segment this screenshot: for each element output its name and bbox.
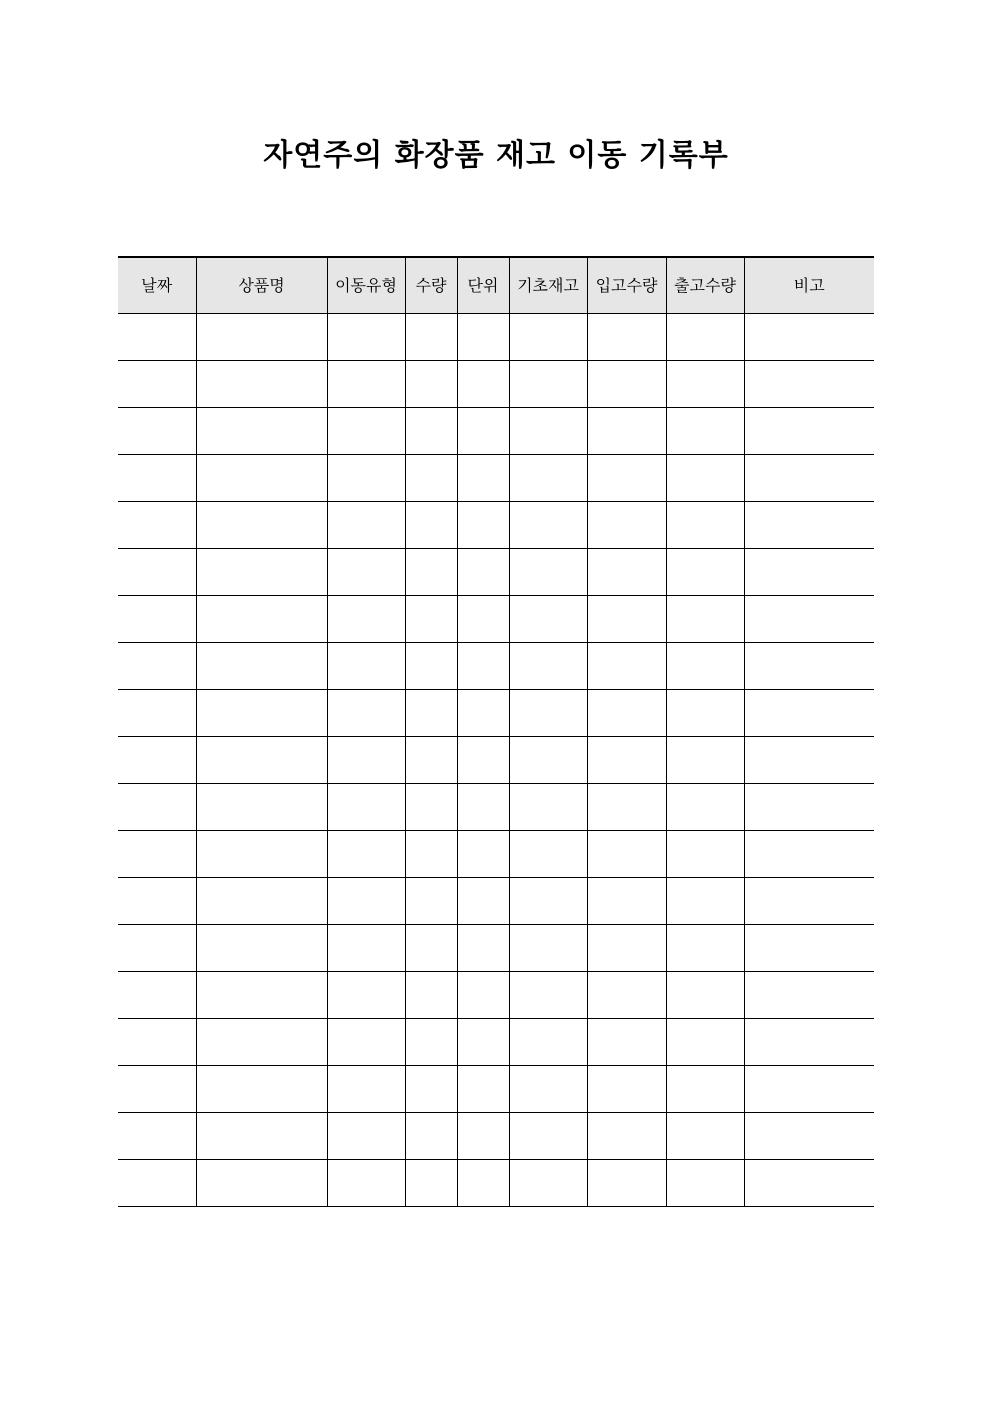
cell-unit[interactable] [457,878,509,925]
cell-quantity[interactable] [405,690,457,737]
cell-outbound-quantity[interactable] [666,314,744,361]
column-header-remarks: 비고 [744,257,874,314]
cell-date[interactable] [118,408,196,455]
cell-inbound-quantity[interactable] [587,690,666,737]
cell-product-name[interactable] [196,925,327,972]
cell-outbound-quantity[interactable] [666,455,744,502]
cell-movement-type[interactable] [327,972,405,1019]
cell-opening-stock[interactable] [509,972,587,1019]
cell-unit[interactable] [457,596,509,643]
cell-product-name[interactable] [196,1019,327,1066]
cell-movement-type[interactable] [327,596,405,643]
cell-quantity[interactable] [405,1160,457,1207]
cell-outbound-quantity[interactable] [666,737,744,784]
cell-quantity[interactable] [405,1019,457,1066]
table-row [118,361,874,408]
table-row [118,925,874,972]
cell-unit[interactable] [457,1113,509,1160]
cell-unit[interactable] [457,690,509,737]
cell-remarks[interactable] [744,925,874,972]
cell-date[interactable] [118,1160,196,1207]
cell-movement-type[interactable] [327,455,405,502]
cell-remarks[interactable] [744,690,874,737]
cell-product-name[interactable] [196,361,327,408]
cell-outbound-quantity[interactable] [666,408,744,455]
cell-quantity[interactable] [405,878,457,925]
cell-remarks[interactable] [744,1113,874,1160]
cell-remarks[interactable] [744,784,874,831]
cell-outbound-quantity[interactable] [666,878,744,925]
cell-remarks[interactable] [744,549,874,596]
cell-unit[interactable] [457,1066,509,1113]
cell-outbound-quantity[interactable] [666,549,744,596]
column-header-outbound-quantity: 출고수량 [666,257,744,314]
table-row [118,408,874,455]
cell-outbound-quantity[interactable] [666,502,744,549]
cell-remarks[interactable] [744,596,874,643]
cell-date[interactable] [118,784,196,831]
cell-product-name[interactable] [196,1113,327,1160]
cell-product-name[interactable] [196,596,327,643]
cell-unit[interactable] [457,972,509,1019]
cell-outbound-quantity[interactable] [666,1019,744,1066]
cell-quantity[interactable] [405,643,457,690]
cell-unit[interactable] [457,643,509,690]
cell-movement-type[interactable] [327,831,405,878]
cell-movement-type[interactable] [327,925,405,972]
cell-quantity[interactable] [405,737,457,784]
cell-outbound-quantity[interactable] [666,1113,744,1160]
cell-inbound-quantity[interactable] [587,1113,666,1160]
cell-unit[interactable] [457,831,509,878]
cell-inbound-quantity[interactable] [587,784,666,831]
table-row [118,784,874,831]
column-header-movement-type: 이동유형 [327,257,405,314]
cell-inbound-quantity[interactable] [587,361,666,408]
column-header-date: 날짜 [118,257,196,314]
cell-quantity[interactable] [405,1066,457,1113]
cell-remarks[interactable] [744,1066,874,1113]
cell-opening-stock[interactable] [509,878,587,925]
cell-opening-stock[interactable] [509,502,587,549]
cell-outbound-quantity[interactable] [666,784,744,831]
cell-product-name[interactable] [196,455,327,502]
cell-date[interactable] [118,690,196,737]
cell-inbound-quantity[interactable] [587,925,666,972]
cell-movement-type[interactable] [327,1019,405,1066]
table-body [118,314,874,1207]
cell-quantity[interactable] [405,831,457,878]
cell-remarks[interactable] [744,314,874,361]
cell-movement-type[interactable] [327,643,405,690]
cell-movement-type[interactable] [327,314,405,361]
cell-opening-stock[interactable] [509,925,587,972]
cell-product-name[interactable] [196,737,327,784]
cell-unit[interactable] [457,784,509,831]
cell-remarks[interactable] [744,643,874,690]
cell-remarks[interactable] [744,737,874,784]
cell-opening-stock[interactable] [509,643,587,690]
cell-movement-type[interactable] [327,878,405,925]
cell-opening-stock[interactable] [509,596,587,643]
cell-product-name[interactable] [196,408,327,455]
cell-product-name[interactable] [196,314,327,361]
table-row [118,502,874,549]
cell-quantity[interactable] [405,314,457,361]
table-header-row [118,257,874,314]
cell-date[interactable] [118,1019,196,1066]
cell-inbound-quantity[interactable] [587,1160,666,1207]
cell-remarks[interactable] [744,878,874,925]
cell-date[interactable] [118,643,196,690]
cell-product-name[interactable] [196,549,327,596]
cell-outbound-quantity[interactable] [666,972,744,1019]
cell-outbound-quantity[interactable] [666,1066,744,1113]
cell-date[interactable] [118,361,196,408]
cell-outbound-quantity[interactable] [666,690,744,737]
cell-remarks[interactable] [744,1160,874,1207]
cell-outbound-quantity[interactable] [666,643,744,690]
cell-date[interactable] [118,596,196,643]
column-header-opening-stock: 기초재고 [509,257,587,314]
cell-inbound-quantity[interactable] [587,831,666,878]
cell-quantity[interactable] [405,596,457,643]
cell-date[interactable] [118,925,196,972]
cell-opening-stock[interactable] [509,784,587,831]
cell-product-name[interactable] [196,690,327,737]
cell-remarks[interactable] [744,361,874,408]
document-title: 자연주의 화장품 재고 이동 기록부 [263,138,729,173]
cell-unit[interactable] [457,408,509,455]
cell-quantity[interactable] [405,784,457,831]
cell-unit[interactable] [457,455,509,502]
cell-opening-stock[interactable] [509,737,587,784]
cell-date[interactable] [118,831,196,878]
cell-remarks[interactable] [744,1019,874,1066]
cell-unit[interactable] [457,361,509,408]
cell-quantity[interactable] [405,1113,457,1160]
cell-product-name[interactable] [196,831,327,878]
table-row [118,972,874,1019]
cell-product-name[interactable] [196,784,327,831]
cell-remarks[interactable] [744,408,874,455]
cell-movement-type[interactable] [327,1160,405,1207]
table-row [118,643,874,690]
cell-date[interactable] [118,878,196,925]
cell-inbound-quantity[interactable] [587,643,666,690]
table-row [118,549,874,596]
cell-outbound-quantity[interactable] [666,361,744,408]
cell-unit[interactable] [457,1019,509,1066]
table-row [118,314,874,361]
cell-remarks[interactable] [744,831,874,878]
cell-opening-stock[interactable] [509,1113,587,1160]
cell-outbound-quantity[interactable] [666,925,744,972]
cell-inbound-quantity[interactable] [587,596,666,643]
cell-movement-type[interactable] [327,502,405,549]
cell-movement-type[interactable] [327,690,405,737]
cell-quantity[interactable] [405,455,457,502]
cell-movement-type[interactable] [327,784,405,831]
cell-movement-type[interactable] [327,1113,405,1160]
cell-outbound-quantity[interactable] [666,596,744,643]
cell-unit[interactable] [457,502,509,549]
cell-inbound-quantity[interactable] [587,314,666,361]
cell-opening-stock[interactable] [509,549,587,596]
cell-quantity[interactable] [405,925,457,972]
cell-unit[interactable] [457,549,509,596]
cell-quantity[interactable] [405,502,457,549]
cell-inbound-quantity[interactable] [587,408,666,455]
cell-quantity[interactable] [405,972,457,1019]
table-row [118,690,874,737]
cell-product-name[interactable] [196,643,327,690]
cell-opening-stock[interactable] [509,408,587,455]
cell-remarks[interactable] [744,972,874,1019]
table-row [118,878,874,925]
cell-opening-stock[interactable] [509,314,587,361]
cell-product-name[interactable] [196,502,327,549]
cell-unit[interactable] [457,1160,509,1207]
cell-quantity[interactable] [405,408,457,455]
cell-product-name[interactable] [196,972,327,1019]
cell-inbound-quantity[interactable] [587,549,666,596]
cell-date[interactable] [118,737,196,784]
cell-inbound-quantity[interactable] [587,972,666,1019]
cell-movement-type[interactable] [327,408,405,455]
table-row [118,1019,874,1066]
cell-movement-type[interactable] [327,549,405,596]
column-header-quantity: 수량 [405,257,457,314]
cell-inbound-quantity[interactable] [587,878,666,925]
table-row [118,1160,874,1207]
table-row [118,455,874,502]
cell-date[interactable] [118,549,196,596]
cell-date[interactable] [118,314,196,361]
cell-movement-type[interactable] [327,737,405,784]
cell-date[interactable] [118,972,196,1019]
column-header-inbound-quantity: 입고수량 [587,257,666,314]
cell-product-name[interactable] [196,1160,327,1207]
cell-opening-stock[interactable] [509,361,587,408]
column-header-product-name: 상품명 [196,257,327,314]
cell-opening-stock[interactable] [509,1066,587,1113]
column-header-unit: 단위 [457,257,509,314]
cell-quantity[interactable] [405,361,457,408]
cell-outbound-quantity[interactable] [666,831,744,878]
cell-product-name[interactable] [196,1066,327,1113]
cell-opening-stock[interactable] [509,831,587,878]
cell-remarks[interactable] [744,502,874,549]
cell-inbound-quantity[interactable] [587,1019,666,1066]
cell-unit[interactable] [457,925,509,972]
cell-inbound-quantity[interactable] [587,455,666,502]
cell-inbound-quantity[interactable] [587,737,666,784]
cell-opening-stock[interactable] [509,1160,587,1207]
cell-movement-type[interactable] [327,1066,405,1113]
cell-date[interactable] [118,1066,196,1113]
cell-inbound-quantity[interactable] [587,1066,666,1113]
cell-opening-stock[interactable] [509,455,587,502]
table-row [118,1066,874,1113]
cell-date[interactable] [118,502,196,549]
table-row [118,831,874,878]
cell-remarks[interactable] [744,455,874,502]
table-row [118,1113,874,1160]
cell-inbound-quantity[interactable] [587,502,666,549]
cell-date[interactable] [118,455,196,502]
cell-quantity[interactable] [405,549,457,596]
cell-product-name[interactable] [196,878,327,925]
cell-unit[interactable] [457,314,509,361]
cell-opening-stock[interactable] [509,690,587,737]
table-row [118,737,874,784]
cell-date[interactable] [118,1113,196,1160]
cell-opening-stock[interactable] [509,1019,587,1066]
cell-unit[interactable] [457,737,509,784]
table-row [118,596,874,643]
inventory-ledger-table [118,256,874,1207]
cell-outbound-quantity[interactable] [666,1160,744,1207]
cell-movement-type[interactable] [327,361,405,408]
